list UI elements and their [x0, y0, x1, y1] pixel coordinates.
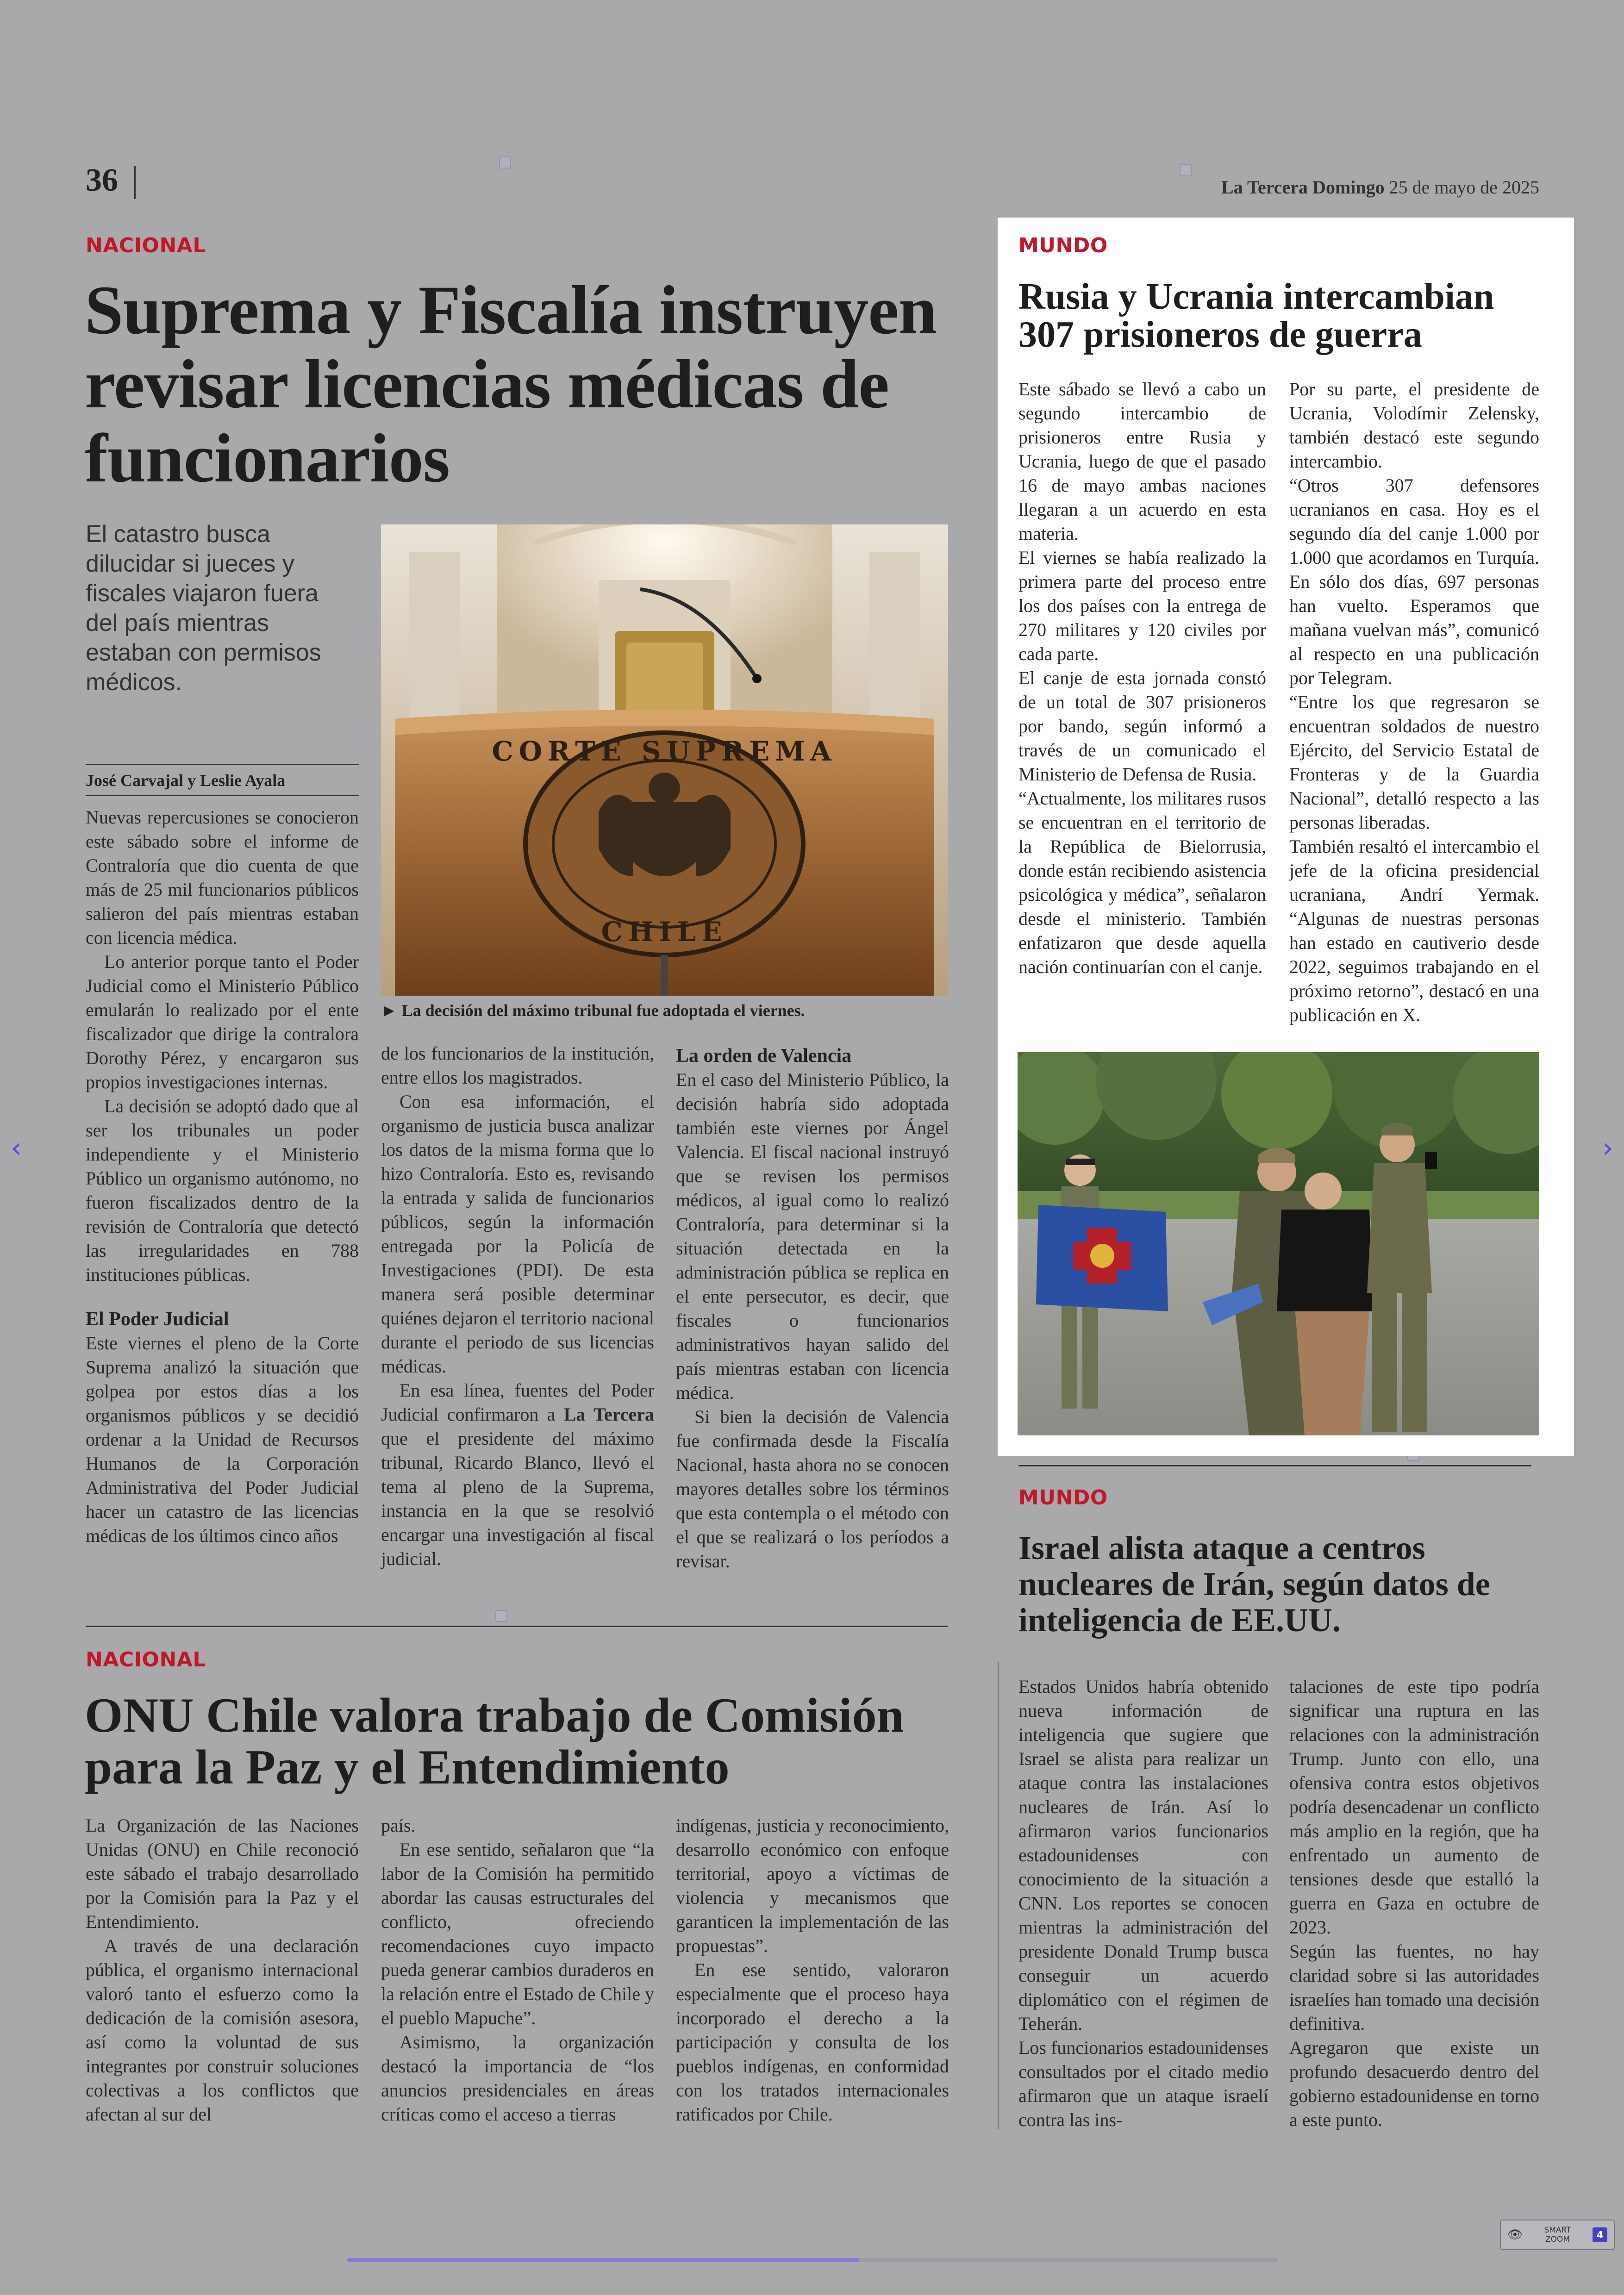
- article1-headline[interactable]: Suprema y Fiscalía instruyen revisar licencias médicas de funcionarios: [85, 272, 937, 497]
- progress-fill: [347, 2258, 859, 2262]
- article2-section-label: NACIONAL: [86, 1648, 206, 1671]
- paragraph: La decisión se adoptó dado que al ser los tribunales un poder independiente y el Ministerio Público un organismo autónomo, no fueron fiscalizados dentro de la revisión de Contraloría que detectó las irregularidades en 788 instituciones públicas.: [86, 1096, 359, 1285]
- article3-photo: [1018, 1052, 1539, 1435]
- section-divider: [86, 1626, 948, 1627]
- paragraph: talaciones de este tipo podría significar una ruptura en las relaciones con la administración Trump. Junto con ello, una ofensiva contra estos objetivos podría desencadenar un conflicto más amplio en la región, que ha enfrentado un aumento de tensiones desde que estalló la guerra en Gaza en octubre de 2023.: [1289, 1676, 1539, 1938]
- next-page-button[interactable]: ›: [1602, 1132, 1613, 1164]
- paragraph: Por su parte, el presidente de Ucrania, Volodímir Zelensky, también destacó este segundo intercambio.: [1289, 379, 1539, 472]
- publication-name: La Tercera Domingo: [1221, 177, 1385, 198]
- article1-deck: El catastro busca dilucidar si jueces y fiscales viajaron fuera del país mientras estaban con permisos médicos.: [86, 521, 321, 696]
- paragraph: El viernes se había realizado la primera parte del proceso entre los dos países con la entrega de 270 militares y 120 civiles por cada parte.: [1018, 547, 1266, 664]
- paragraph: A través de una declaración pública, el organismo internacional valoró tanto el esfuerzo como la dedicación de la comisión asesora, así como la voluntad de sus integrantes por construir soluciones colectivas a los conflictos que afectan al sur del: [86, 1935, 359, 2125]
- smart-zoom-control[interactable]: [1500, 2220, 1615, 2250]
- paragraph: indígenas, justicia y reconocimiento, desarrollo económico con enfoque territorial, apoyo a víctimas de violencia y mecanismos que garanticen la implementación de las propuestas”.: [676, 1815, 949, 1956]
- paragraph: Agregaron que existe un profundo desacuerdo dentro del gobierno estadounidense en torno a este punto.: [1289, 2037, 1539, 2130]
- byline-rule: [86, 795, 359, 796]
- paragraph: También resaltó el intercambio el jefe de la oficina presidencial ucraniana, Andrí Yermak. “Algunas de nuestras personas han estado en cautiverio desde 2022, seguimos trabajando en el próximo retorno”, destacó en una publicación en X.: [1289, 836, 1539, 1025]
- paragraph: El canje de esta jornada constó de un total de 307 prisioneros por bando, según informó a través de un comunicado el Ministerio de Defensa de Rusia.: [1018, 667, 1266, 785]
- paragraph: En ese sentido, valoraron especialmente que el proceso haya incorporado el derecho a la participación y consulta de los pueblos indígenas, en conformidad con los tratados internacionales ratificados por Chile.: [676, 1959, 949, 2125]
- article2-column-1: [86, 1814, 359, 2127]
- crop-marker: [1180, 164, 1192, 176]
- column-divider: [998, 1662, 999, 2129]
- paragraph: Con esa información, el organismo de justicia busca analizar los datos de la misma forma que lo hizo Contraloría. Esto es, revisando la entrada y salida de funcionarios públicos, según la información entregada por la Policía de Investigaciones (PDI). De esta manera será posible determinar quiénes dejaron el territorio nacional durante el periodo de sus licencias médicas.: [381, 1091, 654, 1377]
- article3-column-1: [1018, 377, 1266, 979]
- smart-zoom-label: SMART ZOOM: [1544, 2226, 1571, 2244]
- paragraph: Lo anterior porque tanto el Poder Judicial como el Ministerio Público emularán lo realizado por el ente fiscalizador que dirige la contralora Dorothy Pérez, y encargaron sus propios investigaciones internas.: [86, 951, 359, 1092]
- paragraph: Este sábado se llevó a cabo un segundo intercambio de prisioneros entre Rusia y Ucrania, luego de que el pasado 16 de mayo ambas naciones llegaran a un acuerdo en esta materia.: [1018, 379, 1266, 544]
- crop-marker: [495, 1610, 507, 1622]
- article2-column-3: [676, 1814, 949, 2127]
- section-divider: [1018, 1465, 1531, 1466]
- paragraph: de los funcionarios de la institución, entre ellos los magistrados.: [381, 1043, 654, 1088]
- smart-zoom-badge: 4: [1593, 2227, 1607, 2242]
- paragraph: Asimismo, la organización destacó la importancia de “los anuncios presidenciales en áreas críticas como el acceso a tierras: [381, 2032, 654, 2125]
- article1-byline: José Carvajal y Leslie Ayala: [86, 771, 286, 790]
- article1-section-label: NACIONAL: [86, 234, 206, 257]
- paragraph: Los funcionarios estadounidenses consultados por el citado medio afirmaron que un ataque israelí contra las ins-: [1018, 2037, 1268, 2130]
- crop-marker: [499, 156, 511, 168]
- masthead: [1111, 176, 1539, 199]
- page-number: 36: [86, 162, 118, 198]
- paragraph: Según las fuentes, no hay claridad sobre si las autoridades israelíes han tomado una decisión definitiva.: [1289, 1941, 1539, 2034]
- paragraph: Si bien la decisión de Valencia fue confirmada desde la Fiscalía Nacional, hasta ahora no se conocen mayores detalles sobre los términos que esta contempla o el método con el que se realizará o los períodos a revisar.: [676, 1406, 949, 1572]
- eye-icon: 👁: [1507, 2228, 1523, 2242]
- paragraph: Estados Unidos habría obtenido nueva información de inteligencia que sugiere que Israel se alista para realizar un ataque contra las instalaciones nucleares de Irán. Así lo afirmaron varios funcionarios estadounidenses con conocimiento de la situación a CNN. Los reportes se conocen mientras la administración del presidente Donald Trump busca conseguir un acuerdo diplomático con el régimen de Teherán.: [1018, 1676, 1268, 2034]
- article1-column-1: [86, 805, 359, 1548]
- subhead-poder-judicial: El Poder Judicial: [86, 1309, 229, 1330]
- paragraph: “Actualmente, los militares rusos se encuentran en el territorio de la República de Bielorrusia, donde están recibiendo asistencia psicológica y médica”, señalaron desde el ministerio. También enfatizaron que desde aquella nación continuarían con el canje.: [1018, 788, 1266, 977]
- page-number-divider: [134, 166, 136, 199]
- progress-track[interactable]: [347, 2258, 1278, 2262]
- paragraph: “Otros 307 defensores ucranianos en casa. Hoy es el segundo día del canje 1.000 por 1.000 que acordamos en Turquía. En sólo dos días, 697 personas han vuelto. Esperamos que mañana vuelvan más”, comunicó al respecto en una publicación por Telegram.: [1289, 475, 1539, 688]
- article4-headline[interactable]: Israel alista ataque a centros nucleares de Irán, según datos de inteligencia de EE.UU.: [1018, 1529, 1490, 1639]
- podium-text-bottom: CHILE: [601, 916, 728, 948]
- article2-headline[interactable]: ONU Chile valora trabajo de Comisión para la Paz y el Entendimiento: [85, 1688, 904, 1794]
- article1-column-2: [381, 1041, 654, 1571]
- article2-column-2: [381, 1814, 654, 2127]
- article3-section-label: MUNDO: [1018, 234, 1108, 257]
- byline-rule: [86, 764, 359, 765]
- text-run: que el presidente del máximo tribunal, Ricardo Blanco, llevó el tema al pleno de la Suprema, instancia en la que se resolvió encargar una investigación al fiscal judicial.: [381, 1428, 654, 1569]
- article3-column-2: [1289, 377, 1539, 1027]
- article1-photo-caption: ► La decisión del máximo tribunal fue adoptada el viernes.: [381, 1001, 805, 1020]
- paragraph: “Entre los que regresaron se encuentran soldados de nuestro Ejército, del Servicio Estatal de Fronteras y de la Guardia Nacional”, detalló respecto a las personas liberadas.: [1289, 692, 1539, 833]
- corte-suprema-podium-image: [381, 524, 948, 996]
- paragraph: En el caso del Ministerio Público, la decisión habría sido adoptada también este viernes por Ángel Valencia. El fiscal nacional instruyó que se revisen los permisos médicos, al igual como lo realizó Contraloría, para determinar si la situación detectada en la administración pública se replica en el ente persecutor, es decir, que fiscales o funcionarios administrativos hayan salido del país mientras estaban con licencia médica.: [676, 1069, 949, 1403]
- paragraph: Nuevas repercusiones se conocieron este sábado sobre el informe de Contraloría que dio cuenta de que más de 25 mil funcionarios públicos salieron del país mientras estaban con licencia médica.: [86, 807, 359, 948]
- paragraph: En ese sentido, señalaron que “la labor de la Comisión ha permitido abordar las causas estructurales del conflicto, ofreciendo recomendaciones cuyo impacto pueda generar cambios duraderos en la relación entre el Estado de Chile y el pueblo Mapuche”.: [381, 1839, 654, 2028]
- article3-headline[interactable]: Rusia y Ucrania intercambian 307 prisioneros de guerra: [1018, 276, 1494, 355]
- paragraph: La Organización de las Naciones Unidas (ONU) en Chile reconoció este sábado el trabajo desarrollado por la Comisión para la Paz y el Entendimiento.: [86, 1815, 359, 1932]
- publication-mention: La Tercera: [563, 1404, 654, 1425]
- publication-date: 25 de mayo de 2025: [1389, 177, 1539, 198]
- article4-column-2: [1289, 1675, 1539, 2132]
- podium-text-top: CORTE SUPREMA: [492, 736, 837, 767]
- article4-column-1: [1018, 1675, 1268, 2132]
- paragraph: país.: [381, 1815, 416, 1836]
- article4-section-label: MUNDO: [1018, 1486, 1108, 1509]
- prisoner-exchange-image: [1018, 1052, 1539, 1435]
- subhead-orden-valencia: La orden de Valencia: [676, 1045, 852, 1066]
- text-run: En esa línea, fuentes del Poder Judicial confirmaron a: [381, 1380, 654, 1425]
- paragraph: [381, 1378, 654, 1571]
- previous-page-button[interactable]: ‹: [11, 1132, 22, 1164]
- paragraph: Este viernes el pleno de la Corte Suprema analizó la situación que golpea por estos días a los organismos públicos y se decidió ordenar a la Unidad de Recursos Humanos de la Corporación Administrativa del Poder Judicial hacer un catastro de las licencias médicas de los últimos cinco años: [86, 1333, 359, 1546]
- article1-photo: [381, 524, 948, 996]
- article1-column-3: [676, 1044, 949, 1573]
